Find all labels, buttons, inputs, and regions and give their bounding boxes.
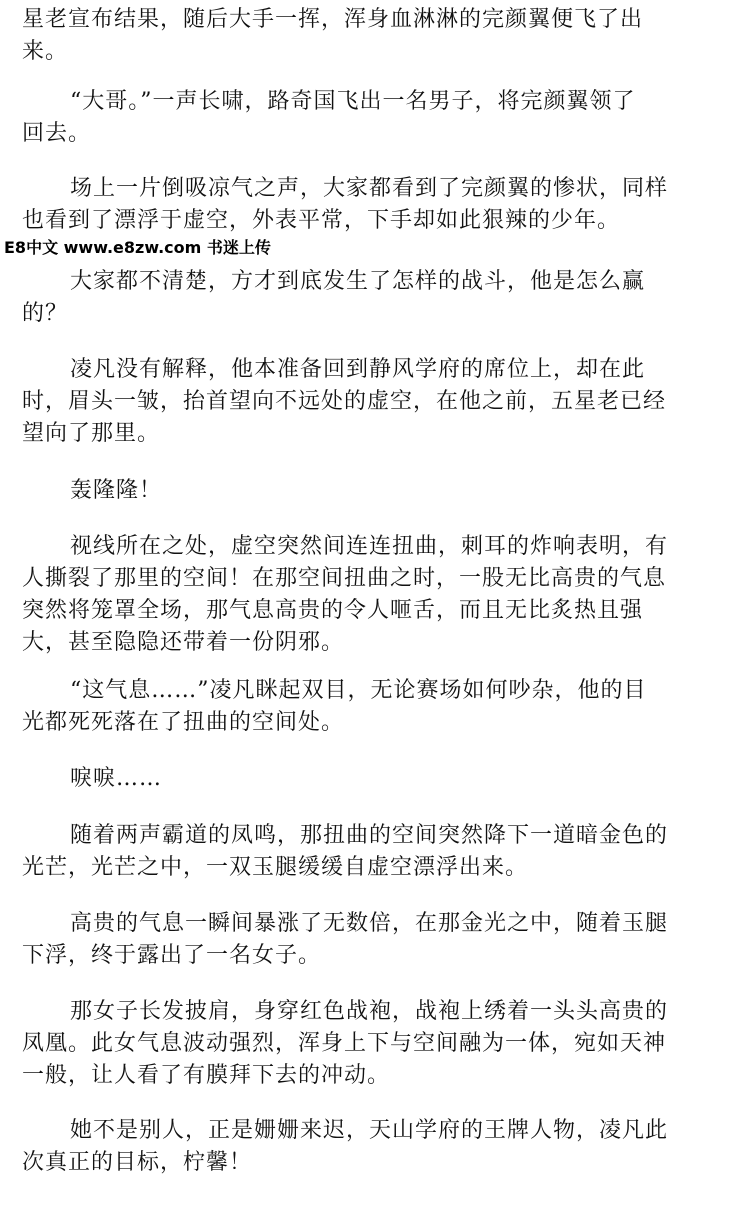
paragraph-13-line-2: 次真正的目标，柠馨！ [22, 1150, 253, 1175]
paragraph-10-line-1: 随着两声霸道的凤鸣，那扭曲的空间突然降下一道暗金色的 [70, 823, 669, 848]
paragraph-3-line-1: 场上一片倒吸凉气之声，大家都看到了完颜翼的惨状，同样 [70, 176, 669, 201]
paragraph-9-line-1: 唳唳…… [70, 766, 163, 791]
paragraph-2-line-2: 回去。 [22, 121, 92, 146]
paragraph-5-line-1: 凌凡没有解释，他本准备回到静风学府的席位上，却在此 [70, 357, 646, 382]
watermark-text: E8中文 www.e8zw.com 书迷上传 [4, 238, 271, 257]
paragraph-12-line-1: 那女子长发披肩，身穿红色战袍，战袍上绣着一头头高贵的 [70, 999, 669, 1024]
paragraph-1-line-1: 星老宣布结果，随后大手一挥，浑身血淋淋的完颜翼便飞了出 [22, 7, 644, 32]
paragraph-4-line-1: 大家都不清楚，方才到底发生了怎样的战斗，他是怎么赢 [70, 269, 646, 294]
paragraph-7-line-2: 人撕裂了那里的空间！在那空间扭曲之时，一股无比高贵的气息 [22, 566, 667, 591]
paragraph-2-line-1: “大哥。”一声长啸，路奇国飞出一名男子，将完颜翼领了 [70, 89, 636, 114]
paragraph-8-line-1: “这气息……”凌凡眯起双目，无论赛场如何吵杂，他的目 [70, 678, 647, 703]
paragraph-8-line-2: 光都死死落在了扭曲的空间处。 [22, 710, 345, 735]
paragraph-12-line-2: 凤凰。此女气息波动强烈，浑身上下与空间融为一体，宛如天神 [22, 1031, 667, 1056]
paragraph-7-line-3: 突然将笼罩全场，那气息高贵的令人咂舌，而且无比炙热且强 [22, 598, 644, 623]
paragraph-7-line-4: 大，甚至隐隐还带着一份阴邪。 [22, 630, 345, 655]
paragraph-3-line-2: 也看到了漂浮于虚空，外表平常，下手却如此狠辣的少年。 [22, 208, 621, 233]
paragraph-5-line-3: 望向了那里。 [22, 421, 161, 446]
paragraph-13-line-1: 她不是别人，正是姗姗来迟，天山学府的王牌人物，凌凡此 [70, 1118, 669, 1143]
paragraph-1-line-2: 来。 [22, 39, 69, 64]
paragraph-7-line-1: 视线所在之处，虚空突然间连连扭曲，刺耳的炸响表明，有 [70, 534, 669, 559]
paragraph-5-line-2: 时，眉头一皱，抬首望向不远处的虚空，在他之前，五星老已经 [22, 389, 667, 414]
paragraph-12-line-3: 一般，让人看了有膜拜下去的冲动。 [22, 1063, 391, 1088]
paragraph-6-line-1: 轰隆隆！ [70, 478, 163, 503]
paragraph-4-line-2: 的？ [22, 301, 69, 326]
paragraph-10-line-2: 光芒，光芒之中，一双玉腿缓缓自虚空漂浮出来。 [22, 855, 529, 880]
paragraph-11-line-1: 高贵的气息一瞬间暴涨了无数倍，在那金光之中，随着玉腿 [70, 911, 669, 936]
paragraph-11-line-2: 下浮，终于露出了一名女子。 [22, 943, 322, 968]
